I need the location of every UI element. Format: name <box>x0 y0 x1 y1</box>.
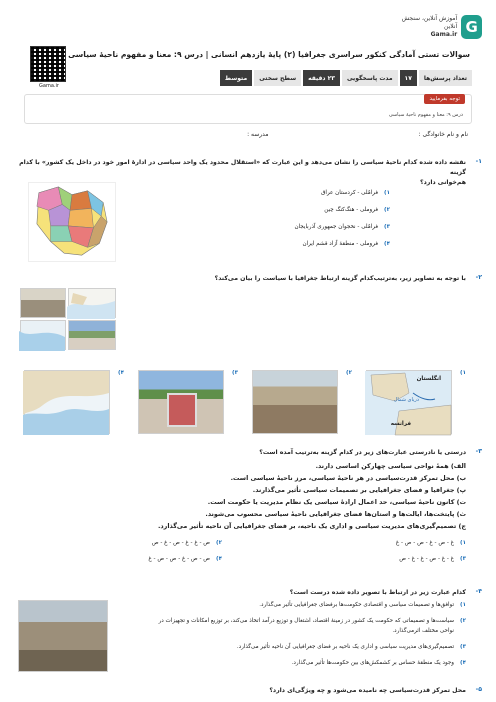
question-text: درستی یا نادرستی عبارت‌های زیر در کدام گزینه به‌ترتیب آمده است؟ <box>259 449 466 456</box>
school-label: مدرسه : <box>247 131 269 138</box>
market-photo-small <box>20 288 66 318</box>
option-2-continued: نواحی مختلف اثرمی‌گذارد. <box>392 628 454 634</box>
option-4[interactable]: ۴) فروملی - منطقهٔ آزاد قشم ایران <box>302 241 390 247</box>
channel-map-small <box>68 288 116 318</box>
garbage-dump-photo <box>18 600 108 672</box>
statement-j: ج) تصمیم‌گیری‌های مدیریت سیاسی و اداری یک ناحیه، بر فضای جغرافیایی آن ناحیه تأثیر می‌گذارد. <box>157 522 466 530</box>
question-3 <box>12 448 482 580</box>
crowded-market-photo[interactable] <box>252 370 338 434</box>
question-number: -۲ <box>475 274 482 281</box>
logo-site: Gama.ir <box>430 31 458 38</box>
count-label: تعداد پرسش‌ها <box>419 70 472 86</box>
notes-box <box>24 94 472 124</box>
england-france-map[interactable] <box>366 370 452 434</box>
notes-text: درس ۹: معنا و مفهوم ناحیهٔ سیاسی <box>388 112 463 118</box>
persian-gulf-map[interactable] <box>24 370 110 434</box>
question-text: نقشه داده شده کدام ناحیهٔ سیاسی را نشان می‌دهد و این عبارت که «استقلال محدود یک واحد سیاسی در ادارهٔ امور خود در داخل یک کشور» با کدام گزینه هم‌خوانی دارد؟ <box>19 159 466 186</box>
level-value: متوسط <box>220 70 252 86</box>
statement-b: ب) محل تمرکز قدرت‌سیاسی در هر ناحیهٔ سیاسی، مرز ناحیهٔ سیاسی است. <box>230 474 466 482</box>
question-number: -۳ <box>475 448 482 455</box>
iran-provinces-map <box>28 182 116 262</box>
option-1[interactable]: ۱) فرامّلی - کردستان عراق <box>321 190 390 196</box>
question-2 <box>12 274 482 444</box>
statement-a: الف) همهٔ نواحی سیاسی چهارکن اساسی دارند. <box>315 462 466 470</box>
time-label: مدت پاسخگویی <box>342 70 398 86</box>
painted-wall-photo[interactable] <box>138 370 224 434</box>
question-4 <box>12 588 482 680</box>
gulf-map-small <box>20 320 66 350</box>
statement-t: ت) کانون ناحیهٔ سیاسی، حد اعمال ارادهٔ سیاسی یک نظام مدیریت یا حکومت است. <box>207 498 466 506</box>
notes-tag: توجه بفرمایید <box>424 94 465 104</box>
level-label: سطح سختی <box>254 70 301 86</box>
map-label-sea: دریای شمال <box>393 397 419 403</box>
option-2-num[interactable]: ۲) <box>346 370 352 376</box>
question-5 <box>12 686 482 700</box>
gama-logo-icon: G <box>461 15 482 39</box>
option-2[interactable]: ۲) سیاست‌ها و تصمیماتی که حکومت یک کشور در زمینهٔ اقتصاد، اشتغال و توزیع درآمد اتخاذ می‌کند، بر توزیع امکانات و تجهیزات در <box>158 618 466 624</box>
question-1 <box>12 158 482 258</box>
qr-caption: Gama.ir <box>39 83 59 89</box>
option-1[interactable]: ۱) توافق‌ها و تصمیمات سیاسی و اقتصادی حکومت‌ها برفضای جغرافیایی تأثیر می‌گذارد. <box>259 602 466 608</box>
option-4[interactable]: ۴) ص - ص - غ - ص - ص - غ <box>148 556 222 562</box>
question-number: -۱ <box>475 158 482 165</box>
gama-logo[interactable] <box>396 14 482 40</box>
option-1[interactable]: ۱) غ - ص - غ - ص - ص - غ <box>395 540 466 546</box>
question-text: با توجه به تصاویر زیر، به‌ترتیب‌کدام گزینه ارتباط جغرافیا با سیاست را بیان می‌کند؟ <box>214 275 466 282</box>
question-text: کدام عبارت زیر در ارتباط با تصویر داده شده درست است؟ <box>289 589 466 596</box>
question-number: -۴ <box>475 588 482 595</box>
page-title: سوالات تستی آمادگی کنکور سراسری جغرافیا (۲) پایهٔ یازدهم انسانی | درس ۹: معنا و مفهوم ناحیهٔ سیاسی <box>68 50 470 59</box>
question-number: -۵ <box>475 686 482 693</box>
option-3[interactable]: ۳) فرامّلی - نخجوان جمهوری آذربایجان <box>294 224 390 230</box>
statement-s: ث) پایتخت‌ها، ایالت‌ها و استان‌ها فضای جغرافیایی ناحیهٔ سیاسی محسوب می‌شوند. <box>205 510 466 518</box>
map-label-england: انگلستان <box>416 376 441 382</box>
option-1-num[interactable]: ۱) <box>460 370 466 376</box>
logo-tagline: آموزش آنلاین، سنجش آنلاین <box>401 15 458 30</box>
option-3[interactable]: ۳) تصمیم‌گیری‌های مدیریت سیاسی و اداری یک ناحیه بر فضای جغرافیایی آن ناحیه تأثیر می‌گذارد. <box>236 644 466 650</box>
question-text: محل تمرکز قدرت‌سیاسی چه نامیده می‌شود و چه ویژگی‌ای دارد؟ <box>269 687 466 694</box>
statement-p: پ) جغرافیا و فضای جغرافیایی بر تصمیمات سیاسی تأثیر می‌گذارند. <box>252 486 466 494</box>
option-2[interactable]: ۲) فروملی - هنگ‌کنگ چین <box>324 207 390 213</box>
wall-mural-small <box>68 320 116 350</box>
map-label-france: فرانسه <box>390 421 411 427</box>
option-2[interactable]: ۲) ص - غ - غ - ص - غ - ص <box>151 540 222 546</box>
exam-meta-bar <box>104 70 472 86</box>
option-3-num[interactable]: ۳) <box>232 370 238 376</box>
count-value: ۱۷ <box>400 70 417 86</box>
option-3[interactable]: ۳) غ - غ - ص - غ - غ - ص <box>399 556 466 562</box>
option-4[interactable]: ۴) وجود یک منطقهٔ حساس بر کشمکش‌های بین حکومت‌ها تأثیر می‌گذارد. <box>291 660 466 666</box>
student-name-label: نام و نام خانوادگی : <box>418 131 468 138</box>
time-value: ۲۳ دقیقه <box>303 70 340 86</box>
qr-code-icon <box>30 46 66 82</box>
option-4-num[interactable]: ۴) <box>118 370 124 376</box>
student-info-row <box>28 131 468 138</box>
